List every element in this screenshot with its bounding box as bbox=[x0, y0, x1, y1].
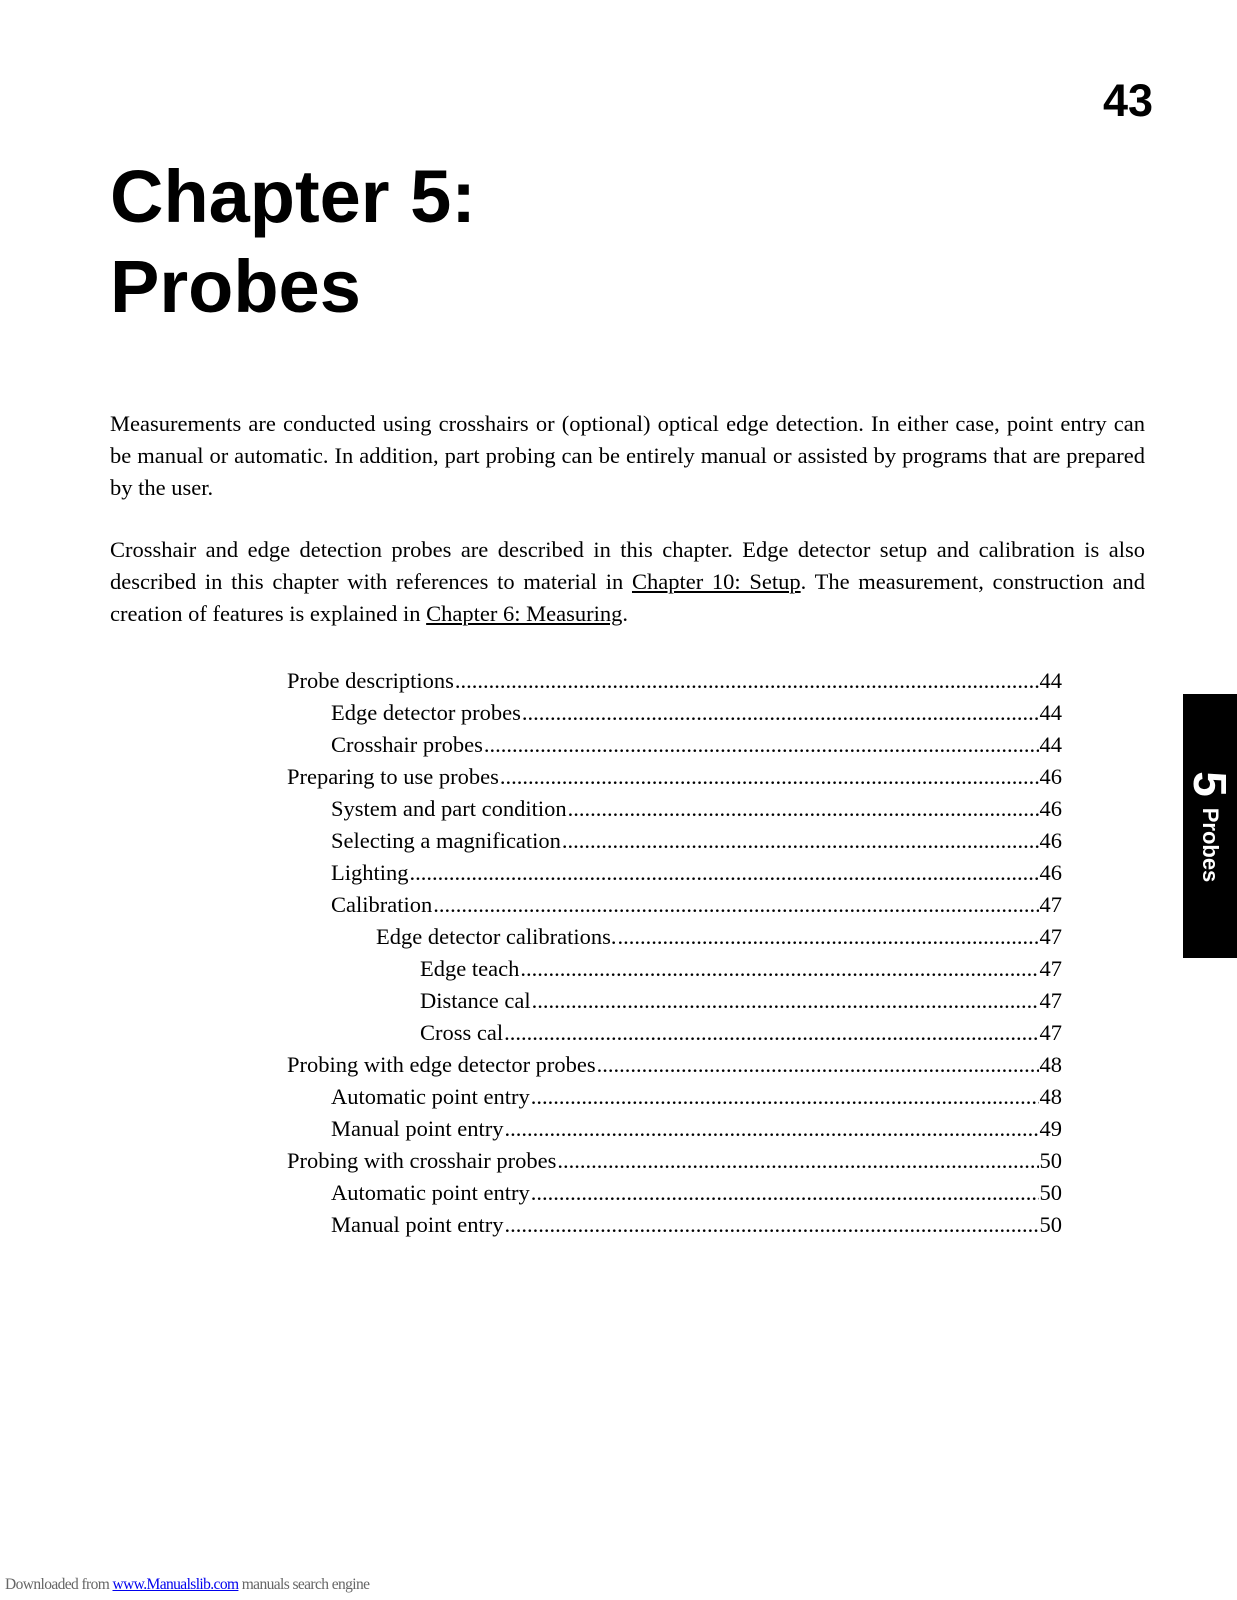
toc-dot-leader bbox=[597, 1049, 1039, 1081]
toc-entry-label: Automatic point entry bbox=[331, 1180, 530, 1205]
toc-dot-leader bbox=[433, 889, 1038, 921]
toc-entry-label: Automatic point entry bbox=[331, 1084, 530, 1109]
toc-entry-page: 47 bbox=[1039, 924, 1062, 949]
toc-entry-label: Preparing to use probes bbox=[287, 764, 499, 789]
footer-suffix: manuals search engine bbox=[238, 1576, 370, 1593]
toc-entry-page: 50 bbox=[1039, 1180, 1062, 1205]
toc-entry[interactable] bbox=[287, 729, 1062, 761]
toc-dot-leader bbox=[618, 921, 1039, 953]
chapter-10-setup-link[interactable]: Chapter 10: Setup bbox=[631, 569, 801, 594]
page-number: 43 bbox=[1102, 75, 1153, 126]
toc-dot-leader bbox=[532, 985, 1039, 1017]
chapter-side-tab bbox=[1183, 694, 1237, 958]
toc-entry[interactable] bbox=[287, 1049, 1062, 1081]
toc-entry[interactable] bbox=[287, 1209, 1062, 1241]
download-footer bbox=[5, 1576, 369, 1594]
side-tab-chapter-label: Probes bbox=[1198, 807, 1223, 883]
toc-entry[interactable] bbox=[287, 1113, 1062, 1145]
toc-entry[interactable] bbox=[287, 697, 1062, 729]
toc-dot-leader bbox=[504, 1209, 1038, 1241]
toc-dot-leader bbox=[522, 697, 1039, 729]
toc-entry-label: Crosshair probes bbox=[331, 732, 483, 757]
side-tab-chapter-number: 5 bbox=[1184, 771, 1236, 797]
table-of-contents bbox=[287, 665, 1062, 1241]
toc-entry-page: 44 bbox=[1039, 732, 1062, 757]
toc-dot-leader bbox=[531, 1081, 1039, 1113]
toc-dot-leader bbox=[504, 1113, 1038, 1145]
toc-dot-leader bbox=[484, 729, 1039, 761]
toc-entry-label: Probing with crosshair probes bbox=[287, 1148, 557, 1173]
toc-entry-label: Edge detector probes bbox=[331, 700, 521, 725]
intro-paragraph-2-text-b: . The measurement, construction and creation of features is explained in bbox=[110, 569, 1145, 626]
toc-entry-label: Probing with edge detector probes bbox=[287, 1052, 596, 1077]
chapter-title-line-2: Probes bbox=[110, 245, 361, 328]
chapter-title-line-1: Chapter 5: bbox=[110, 155, 476, 238]
chapter-6-measuring-link[interactable]: Chapter 6: Measuring bbox=[426, 601, 623, 626]
toc-entry-page: 47 bbox=[1039, 956, 1062, 981]
toc-entry-label: Cross cal bbox=[420, 1020, 504, 1045]
toc-dot-leader bbox=[531, 1177, 1039, 1209]
toc-dot-leader bbox=[455, 665, 1039, 697]
toc-entry-page: 50 bbox=[1039, 1148, 1062, 1173]
toc-entry-page: 50 bbox=[1039, 1212, 1062, 1237]
toc-dot-leader bbox=[504, 1017, 1038, 1049]
toc-entry-label: Edge teach bbox=[420, 956, 520, 981]
toc-entry[interactable] bbox=[287, 1081, 1062, 1113]
toc-entry-page: 46 bbox=[1039, 828, 1062, 853]
toc-entry-page: 44 bbox=[1039, 700, 1062, 725]
toc-entry-label: Manual point entry bbox=[331, 1116, 504, 1141]
toc-entry-page: 46 bbox=[1039, 860, 1062, 885]
toc-entry-label: Selecting a magnification bbox=[331, 828, 561, 853]
intro-paragraph-2-text-c: . bbox=[622, 601, 628, 626]
toc-entry-page: 48 bbox=[1039, 1084, 1062, 1109]
toc-entry[interactable] bbox=[287, 953, 1062, 985]
chapter-intro bbox=[110, 408, 1145, 660]
toc-entry-label: Calibration bbox=[331, 892, 433, 917]
toc-entry-label: Lighting bbox=[331, 860, 409, 885]
intro-paragraph-2 bbox=[110, 534, 1145, 630]
toc-entry-page: 46 bbox=[1039, 764, 1062, 789]
toc-entry[interactable] bbox=[287, 985, 1062, 1017]
toc-entry[interactable] bbox=[287, 1017, 1062, 1049]
toc-entry[interactable] bbox=[287, 889, 1062, 921]
chapter-title bbox=[110, 152, 476, 332]
toc-entry-label: Distance cal bbox=[420, 988, 531, 1013]
toc-entry-page: 48 bbox=[1039, 1052, 1062, 1077]
toc-entry[interactable] bbox=[287, 761, 1062, 793]
intro-paragraph-2-text-a: Crosshair and edge detection probes are described in this chapter. Edge detector setup and calibration is also described in this chapter with references to material in bbox=[110, 537, 1145, 594]
toc-entry-label: System and part condition bbox=[331, 796, 567, 821]
toc-dot-leader bbox=[557, 1145, 1038, 1177]
toc-dot-leader bbox=[520, 953, 1038, 985]
toc-entry[interactable] bbox=[287, 857, 1062, 889]
toc-entry-page: 47 bbox=[1039, 988, 1062, 1013]
toc-entry-page: 46 bbox=[1039, 796, 1062, 821]
toc-entry-page: 47 bbox=[1039, 1020, 1062, 1045]
toc-dot-leader bbox=[562, 825, 1039, 857]
toc-entry[interactable] bbox=[287, 665, 1062, 697]
toc-entry[interactable] bbox=[287, 1177, 1062, 1209]
toc-dot-leader bbox=[410, 857, 1039, 889]
toc-entry-label: Probe descriptions bbox=[287, 668, 454, 693]
toc-entry-label: Manual point entry bbox=[331, 1212, 504, 1237]
toc-entry-label: Edge detector calibrations. bbox=[376, 924, 617, 949]
toc-dot-leader bbox=[568, 793, 1039, 825]
toc-entry[interactable] bbox=[287, 1145, 1062, 1177]
manualslib-link[interactable]: www.Manualslib.com bbox=[112, 1576, 239, 1593]
toc-dot-leader bbox=[500, 761, 1039, 793]
footer-prefix: Downloaded from bbox=[5, 1576, 113, 1593]
toc-entry-page: 47 bbox=[1039, 892, 1062, 917]
toc-entry[interactable] bbox=[287, 921, 1062, 953]
toc-entry[interactable] bbox=[287, 793, 1062, 825]
toc-entry-page: 44 bbox=[1039, 668, 1062, 693]
toc-entry-page: 49 bbox=[1039, 1116, 1062, 1141]
toc-entry[interactable] bbox=[287, 825, 1062, 857]
intro-paragraph-1: Measurements are conducted using crosshairs or (optional) optical edge detection. In either case, point entry can be manual or automatic. In addition, part probing can be entirely manual or assisted by programs that are prepared by the user. bbox=[110, 411, 1145, 500]
